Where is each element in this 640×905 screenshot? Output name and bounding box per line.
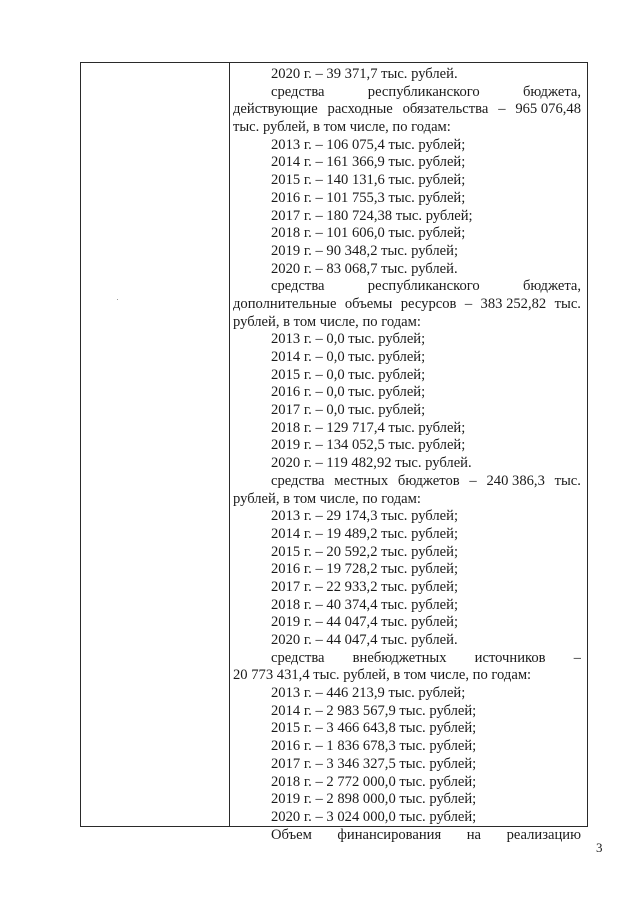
text-fragment: 2015 г. – 140 131,6 тыс. рублей; (271, 172, 466, 189)
text-fragment: 2016 г. – 1 836 678,3 тыс. рублей; (271, 738, 477, 755)
text-line (233, 331, 581, 349)
text-fragment: республиканского (367, 83, 480, 100)
text-line (233, 278, 581, 296)
text-fragment: – (469, 472, 477, 489)
text-fragment: реализацию (506, 826, 581, 843)
text-line (233, 597, 581, 615)
text-fragment: 2019 г. – 44 047,4 тыс. рублей; (271, 614, 458, 631)
text-fragment: 2013 г. – 446 213,9 тыс. рублей; (271, 685, 466, 702)
table-cell-content (230, 66, 587, 844)
text-line (233, 420, 581, 438)
text-line (233, 685, 581, 703)
text-fragment: рублей, в том числе, по годам: (233, 313, 421, 330)
text-fragment: тыс. (554, 295, 581, 312)
text-fragment: местных (334, 472, 389, 489)
text-line (233, 384, 581, 402)
text-fragment: 2018 г. – 40 374,4 тыс. рублей; (271, 596, 458, 613)
text-line (233, 314, 581, 332)
text-line (233, 261, 581, 279)
text-fragment: тыс. рублей, в том числе, по годам: (233, 119, 451, 136)
text-fragment: 2016 г. – 19 728,2 тыс. рублей; (271, 561, 458, 578)
text-line (233, 544, 581, 562)
text-fragment: ресурсов (400, 295, 457, 312)
text-line (233, 791, 581, 809)
text-fragment: на (466, 826, 482, 843)
text-line (233, 491, 581, 509)
text-line (233, 208, 581, 226)
text-fragment: 240 386,3 (486, 472, 545, 489)
text-fragment: 2014 г. – 19 489,2 тыс. рублей; (271, 525, 458, 542)
text-fragment: внебюджетных (352, 649, 447, 666)
text-fragment: 2019 г. – 134 052,5 тыс. рублей; (271, 437, 466, 454)
text-fragment: бюджета, (522, 278, 581, 295)
text-line (233, 774, 581, 792)
text-line (233, 579, 581, 597)
page-number: 3 (596, 840, 603, 855)
text-fragment: 20 773 431,4 тыс. рублей, в том числе, по годам: (233, 667, 532, 684)
text-fragment: средства (271, 83, 325, 100)
text-fragment: рублей, в том числе, по годам: (233, 490, 421, 507)
text-fragment: средства (271, 278, 325, 295)
text-fragment: 2018 г. – 101 606,0 тыс. рублей; (271, 225, 466, 242)
text-line (233, 720, 581, 738)
text-line (233, 738, 581, 756)
text-fragment: 2017 г. – 180 724,38 тыс. рублей; (271, 207, 473, 224)
text-line (233, 809, 581, 827)
text-fragment: Объем (271, 826, 312, 843)
text-fragment: 2017 г. – 0,0 тыс. рублей; (271, 402, 426, 419)
text-fragment: 965 076,48 (515, 101, 581, 118)
text-line (233, 172, 581, 190)
text-line (233, 632, 581, 650)
text-fragment: 2020 г. – 3 024 000,0 тыс. рублей; (271, 808, 477, 825)
text-fragment: 2019 г. – 2 898 000,0 тыс. рублей; (271, 791, 477, 808)
text-fragment: 2014 г. – 161 366,9 тыс. рублей; (271, 154, 466, 171)
text-fragment: 2013 г. – 0,0 тыс. рублей; (271, 331, 426, 348)
text-line (233, 827, 581, 845)
text-line (233, 526, 581, 544)
text-fragment: 2018 г. – 129 717,4 тыс. рублей; (271, 419, 466, 436)
text-line (233, 119, 581, 137)
text-fragment: бюджетов (397, 472, 460, 489)
text-fragment: 2017 г. – 3 346 327,5 тыс. рублей; (271, 755, 477, 772)
text-line (233, 349, 581, 367)
text-line (233, 101, 581, 119)
text-fragment: источников (474, 649, 546, 666)
text-fragment: 2016 г. – 101 755,3 тыс. рублей; (271, 189, 466, 206)
text-fragment: расходные (327, 101, 393, 118)
text-fragment: средства (271, 649, 325, 666)
text-fragment: 2016 г. – 0,0 тыс. рублей; (271, 384, 426, 401)
text-fragment: действующие (233, 101, 318, 118)
text-fragment: 2013 г. – 29 174,3 тыс. рублей; (271, 508, 458, 525)
text-line (233, 667, 581, 685)
text-fragment: 2014 г. – 0,0 тыс. рублей; (271, 349, 426, 365)
text-fragment: 2020 г. – 39 371,7 тыс. рублей. (271, 66, 458, 82)
text-fragment: – (498, 101, 506, 118)
text-line (233, 137, 581, 155)
text-fragment: 2015 г. – 20 592,2 тыс. рублей; (271, 543, 458, 560)
text-line (233, 437, 581, 455)
text-fragment: 383 252,82 (480, 295, 547, 312)
text-fragment: – (464, 295, 473, 312)
text-line (233, 561, 581, 579)
text-fragment: 2020 г. – 44 047,4 тыс. рублей. (271, 632, 458, 648)
text-fragment: объемы (344, 295, 393, 312)
text-fragment: финансирования (337, 826, 442, 843)
text-line (233, 508, 581, 526)
text-line (233, 650, 581, 668)
text-fragment: 2018 г. – 2 772 000,0 тыс. рублей; (271, 773, 477, 790)
text-fragment: 2014 г. – 2 983 567,9 тыс. рублей; (271, 702, 477, 719)
text-line (233, 455, 581, 473)
text-line (233, 402, 581, 420)
text-line (233, 243, 581, 261)
text-fragment: – (573, 649, 581, 666)
text-line (233, 66, 581, 84)
text-fragment: 2015 г. – 0,0 тыс. рублей; (271, 366, 426, 383)
text-line (233, 756, 581, 774)
text-fragment: дополнительные (233, 295, 337, 312)
text-line (233, 296, 581, 314)
text-line (233, 84, 581, 102)
text-fragment: 2013 г. – 106 075,4 тыс. рублей; (271, 136, 466, 153)
text-fragment: тыс. (554, 472, 581, 489)
text-fragment: республиканского (367, 278, 480, 295)
text-fragment: 2017 г. – 22 933,2 тыс. рублей; (271, 578, 458, 595)
text-fragment: средства (271, 472, 325, 489)
text-fragment: 2015 г. – 3 466 643,8 тыс. рублей; (271, 720, 477, 737)
text-line (233, 703, 581, 721)
document-table (80, 62, 588, 843)
text-fragment: 2019 г. – 90 348,2 тыс. рублей; (271, 242, 458, 259)
text-fragment: 2020 г. – 119 482,92 тыс. рублей. (271, 455, 472, 472)
text-line (233, 225, 581, 243)
text-line (233, 367, 581, 385)
scan-artifact (117, 299, 118, 300)
text-fragment: 2020 г. – 83 068,7 тыс. рублей. (271, 260, 458, 277)
text-line (233, 154, 581, 172)
text-fragment: обязательства (402, 101, 489, 118)
text-line (233, 473, 581, 491)
text-line (233, 190, 581, 208)
text-fragment: бюджета, (522, 83, 581, 100)
text-line (233, 614, 581, 632)
